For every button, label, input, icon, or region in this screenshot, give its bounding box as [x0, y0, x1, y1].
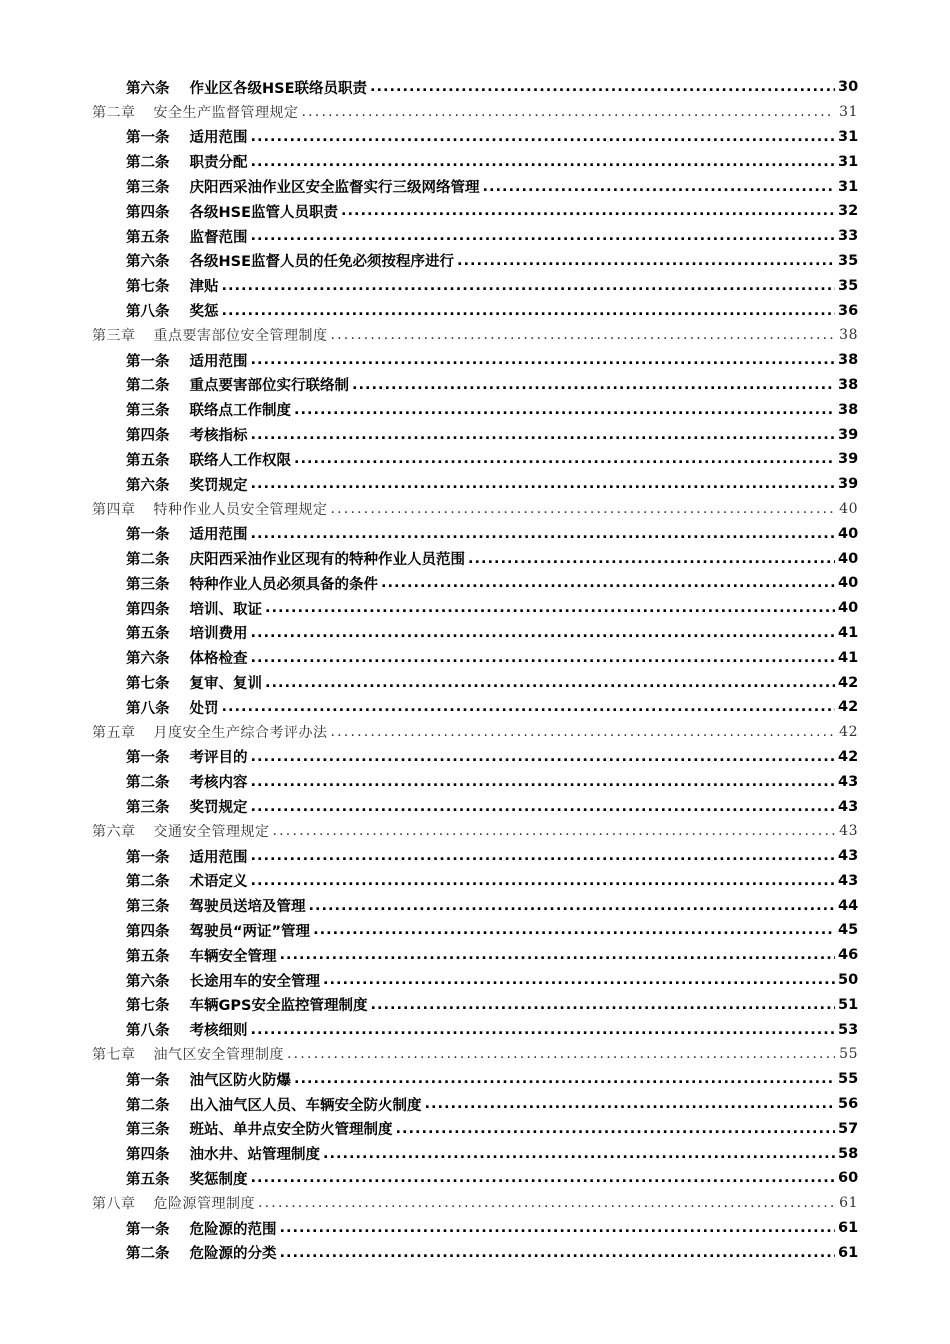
entry-title: 培训费用: [189, 626, 248, 643]
dot-leader: [287, 1046, 835, 1062]
dot-leader: [468, 551, 835, 567]
entry-title: 津贴: [189, 279, 219, 296]
page-number: 32: [838, 203, 859, 220]
toc-article-entry[interactable]: [0, 794, 950, 819]
entry-number: 第二章: [92, 105, 136, 122]
toc-article-entry[interactable]: [0, 918, 950, 943]
entry-title: 各级HSE监督人员的任免必须按程序进行: [189, 254, 454, 271]
toc-chapter-entry[interactable]: [0, 497, 950, 522]
toc-article-entry[interactable]: [0, 992, 950, 1017]
toc-article-entry[interactable]: [0, 621, 950, 646]
entry-number: 第四条: [126, 204, 170, 221]
toc-article-entry[interactable]: [0, 893, 950, 918]
entry-number: 第二条: [126, 775, 170, 792]
dot-leader: [251, 848, 836, 864]
entry-title: 月度安全生产综合考评办法: [153, 725, 328, 742]
entry-title: 联络人工作权限: [189, 452, 291, 469]
dot-leader: [251, 625, 836, 641]
page-number: 58: [838, 1145, 859, 1162]
toc-article-entry[interactable]: [0, 695, 950, 720]
entry-number: 第四条: [126, 428, 170, 445]
entry-title: 体格检查: [189, 651, 248, 668]
entry-number: 第三条: [126, 800, 170, 816]
entry-title: 特种作业人员安全管理规定: [153, 501, 328, 518]
page-number: 43: [838, 872, 859, 889]
entry-number: 第六条: [126, 80, 170, 97]
entry-number: 第一条: [126, 849, 170, 866]
toc-article-entry[interactable]: [0, 546, 950, 571]
toc-article-entry[interactable]: [0, 447, 950, 472]
entry-title: 车辆GPS安全监控管理制度: [189, 998, 368, 1015]
dot-leader: [294, 402, 835, 418]
page-number: 31: [839, 104, 858, 121]
entry-number: 第四条: [126, 601, 170, 618]
entry-title: 奖罚规定: [189, 477, 248, 494]
page-number: 31: [838, 128, 859, 145]
toc-article-entry[interactable]: [0, 1141, 950, 1166]
entry-title: 重点要害部位安全管理制度: [153, 328, 328, 345]
toc-article-entry[interactable]: [0, 199, 950, 224]
dot-leader: [425, 1096, 836, 1112]
toc-article-entry[interactable]: [0, 373, 950, 398]
dot-leader: [331, 327, 836, 343]
page-number: 31: [838, 153, 859, 170]
entry-number: 第七条: [126, 676, 170, 693]
entry-number: 第二条: [126, 1246, 170, 1263]
dot-leader: [251, 1022, 836, 1038]
entry-number: 第六条: [126, 477, 170, 494]
entry-title: 交通安全管理规定: [153, 824, 270, 841]
entry-title: 油气区防火防爆: [189, 1072, 291, 1089]
toc-chapter-entry[interactable]: [0, 323, 950, 348]
entry-title: 奖惩制度: [189, 1171, 248, 1188]
entry-number: 第一条: [126, 1072, 170, 1089]
page-number: 56: [838, 1096, 859, 1113]
entry-title: 职责分配: [189, 155, 248, 172]
entry-title: 出入油气区人员、车辆安全防火制度: [189, 1097, 422, 1114]
dot-leader: [294, 451, 835, 467]
entry-title: 考评目的: [189, 750, 248, 767]
entry-title: 油水井、站管理制度: [189, 1147, 320, 1164]
entry-number: 第三条: [126, 180, 170, 197]
entry-title: 适用范围: [189, 849, 248, 866]
entry-number: 第三条: [126, 1122, 170, 1139]
toc-article-entry[interactable]: [0, 397, 950, 422]
page-number: 43: [838, 773, 859, 790]
toc-article-entry[interactable]: [0, 1067, 950, 1092]
dot-leader: [280, 947, 836, 963]
entry-number: 第七条: [126, 998, 170, 1015]
dot-leader: [331, 724, 836, 740]
entry-title: 危险源的范围: [189, 1221, 277, 1238]
dot-leader: [222, 278, 836, 294]
dot-leader: [341, 203, 835, 219]
entry-title: 奖罚规定: [189, 800, 248, 816]
toc-article-entry[interactable]: [0, 472, 950, 497]
entry-number: 第二条: [126, 874, 170, 891]
entry-title: 庆阳西采油作业区安全监督实行三级网络管理: [189, 180, 480, 197]
entry-title: 适用范围: [189, 353, 248, 370]
toc-chapter-entry[interactable]: [0, 100, 950, 125]
entry-number: 第二条: [126, 1097, 170, 1114]
page-number: 43: [838, 798, 859, 815]
page-number: 36: [838, 302, 859, 319]
entry-number: 第二条: [126, 378, 170, 395]
entry-number: 第三章: [92, 328, 136, 345]
dot-leader: [251, 873, 836, 889]
entry-title: 安全生产监督管理规定: [153, 105, 299, 122]
dot-leader: [323, 1146, 835, 1162]
toc-article-entry[interactable]: [0, 298, 950, 323]
entry-number: 第二条: [126, 155, 170, 172]
dot-leader: [251, 228, 836, 244]
toc-article-entry[interactable]: [0, 1216, 950, 1241]
dot-leader: [251, 129, 836, 145]
dot-leader: [309, 898, 836, 914]
table-of-contents: [0, 75, 950, 1265]
entry-number: 第五章: [92, 725, 136, 742]
entry-title: 联络点工作制度: [189, 403, 291, 420]
page-number: 42: [838, 699, 859, 716]
toc-article-entry[interactable]: [0, 596, 950, 621]
page-number: 39: [838, 451, 859, 468]
dot-leader: [323, 972, 835, 988]
entry-number: 第八条: [126, 304, 170, 321]
dot-leader: [251, 154, 836, 170]
toc-article-entry[interactable]: [0, 1166, 950, 1191]
page-number: 30: [838, 79, 859, 96]
dot-leader: [483, 179, 836, 195]
toc-article-entry[interactable]: [0, 645, 950, 670]
entry-number: 第六条: [126, 973, 170, 990]
dot-leader: [294, 1071, 835, 1087]
entry-number: 第三条: [126, 403, 170, 420]
entry-title: 培训、取证: [189, 601, 262, 618]
entry-number: 第六章: [92, 824, 136, 841]
toc-article-entry[interactable]: [0, 869, 950, 894]
toc-article-entry[interactable]: [0, 844, 950, 869]
entry-number: 第七条: [126, 279, 170, 296]
page-number: 39: [838, 476, 859, 493]
page-number: 50: [838, 972, 859, 989]
dot-leader: [370, 997, 835, 1013]
entry-title: 适用范围: [189, 130, 248, 147]
page-number: 61: [839, 1195, 858, 1212]
entry-number: 第五条: [126, 452, 170, 469]
entry-number: 第三条: [126, 576, 170, 593]
entry-number: 第五条: [126, 229, 170, 246]
entry-title: 长途用车的安全管理: [189, 973, 320, 990]
dot-leader: [280, 1220, 836, 1236]
toc-article-entry[interactable]: [0, 1240, 950, 1265]
page-number: 60: [838, 1170, 859, 1187]
toc-chapter-entry[interactable]: [0, 1191, 950, 1216]
toc-article-entry[interactable]: [0, 521, 950, 546]
toc-article-entry[interactable]: [0, 943, 950, 968]
page-number: 38: [838, 352, 859, 369]
page-number: 42: [838, 748, 859, 765]
page-number: 46: [838, 947, 859, 964]
dot-leader: [222, 303, 836, 319]
entry-number: 第七章: [92, 1047, 136, 1064]
page-number: 55: [839, 1046, 858, 1063]
dot-leader: [251, 427, 836, 443]
dot-leader: [370, 79, 835, 95]
page-number: 40: [839, 500, 858, 517]
entry-title: 监督范围: [189, 229, 248, 246]
toc-article-entry[interactable]: [0, 174, 950, 199]
entry-title: 危险源管理制度: [153, 1196, 255, 1213]
toc-article-entry[interactable]: [0, 571, 950, 596]
dot-leader: [251, 774, 836, 790]
dot-leader: [313, 922, 835, 938]
page-number: 39: [838, 426, 859, 443]
dot-leader: [251, 476, 836, 492]
toc-article-entry[interactable]: [0, 1017, 950, 1042]
entry-title: 奖惩: [189, 304, 219, 321]
toc-article-entry[interactable]: [0, 1116, 950, 1141]
page-number: 44: [838, 897, 859, 914]
dot-leader: [273, 823, 836, 839]
dot-leader: [251, 352, 836, 368]
dot-leader: [265, 675, 835, 691]
entry-number: 第五条: [126, 948, 170, 965]
page-number: 33: [838, 228, 859, 245]
page-number: 45: [838, 922, 859, 939]
entry-title: 驾驶员“两证”管理: [189, 923, 311, 940]
entry-title: 驾驶员送培及管理: [189, 899, 306, 916]
entry-title: 车辆安全管理: [189, 948, 277, 965]
page-number: 53: [838, 1021, 859, 1038]
entry-number: 第八条: [126, 1023, 170, 1040]
toc-article-entry[interactable]: [0, 273, 950, 298]
page-number: 40: [838, 600, 859, 617]
entry-title: 作业区各级HSE联络员职责: [189, 80, 367, 97]
entry-number: 第一条: [126, 750, 170, 767]
entry-number: 第四条: [126, 923, 170, 940]
dot-leader: [457, 253, 835, 269]
page-number: 38: [838, 401, 859, 418]
toc-article-entry[interactable]: [0, 745, 950, 770]
page-number: 35: [838, 252, 859, 269]
page-number: 61: [838, 1220, 859, 1237]
toc-article-entry[interactable]: [0, 670, 950, 695]
entry-number: 第六条: [126, 254, 170, 271]
page-number: 38: [838, 376, 859, 393]
dot-leader: [222, 699, 836, 715]
dot-leader: [251, 799, 836, 815]
entry-title: 复审、复训: [189, 676, 262, 693]
toc-article-entry[interactable]: [0, 422, 950, 447]
entry-title: 考核内容: [189, 775, 248, 792]
page-number: 42: [838, 674, 859, 691]
entry-title: 重点要害部位实行联络制: [189, 378, 349, 395]
toc-article-entry[interactable]: [0, 149, 950, 174]
entry-number: 第一条: [126, 1221, 170, 1238]
toc-article-entry[interactable]: [0, 1092, 950, 1117]
toc-article-entry[interactable]: [0, 249, 950, 274]
page-number: 40: [838, 525, 859, 542]
dot-leader: [251, 749, 836, 765]
page-number: 51: [838, 996, 859, 1013]
page-number: 41: [838, 624, 859, 641]
page-number: 43: [838, 848, 859, 865]
page-number: 31: [838, 178, 859, 195]
entry-title: 术语定义: [189, 874, 248, 891]
entry-title: 油气区安全管理制度: [153, 1047, 284, 1064]
entry-number: 第一条: [126, 353, 170, 370]
entry-number: 第二条: [126, 552, 170, 569]
toc-article-entry[interactable]: [0, 968, 950, 993]
page-number: 57: [838, 1120, 859, 1137]
entry-title: 考核细则: [189, 1023, 248, 1040]
toc-article-entry[interactable]: [0, 75, 950, 100]
page-number: 35: [838, 277, 859, 294]
entry-title: 班站、单井点安全防火管理制度: [189, 1122, 393, 1139]
page-number: 55: [838, 1071, 859, 1088]
entry-number: 第一条: [126, 527, 170, 544]
dot-leader: [251, 1170, 836, 1186]
page-number: 41: [838, 649, 859, 666]
toc-chapter-entry[interactable]: [0, 819, 950, 844]
entry-title: 处罚: [189, 700, 219, 717]
toc-article-entry[interactable]: [0, 224, 950, 249]
dot-leader: [258, 1195, 835, 1211]
page-number: 42: [839, 724, 858, 741]
dot-leader: [251, 650, 836, 666]
entry-title: 适用范围: [189, 527, 248, 544]
page-number: 40: [838, 575, 859, 592]
toc-article-entry[interactable]: [0, 125, 950, 150]
entry-number: 第四章: [92, 501, 136, 518]
toc-chapter-entry[interactable]: [0, 1042, 950, 1067]
entry-number: 第八章: [92, 1196, 136, 1213]
toc-chapter-entry[interactable]: [0, 720, 950, 745]
dot-leader: [352, 377, 835, 393]
entry-number: 第五条: [126, 1171, 170, 1188]
dot-leader: [381, 575, 835, 591]
entry-number: 第八条: [126, 700, 170, 717]
page-number: 43: [839, 823, 858, 840]
entry-number: 第六条: [126, 651, 170, 668]
dot-leader: [280, 1245, 836, 1261]
entry-title: 危险源的分类: [189, 1246, 277, 1263]
entry-number: 第四条: [126, 1147, 170, 1164]
entry-title: 特种作业人员必须具备的条件: [189, 576, 378, 593]
toc-article-entry[interactable]: [0, 769, 950, 794]
dot-leader: [251, 526, 836, 542]
page-number: 61: [838, 1244, 859, 1261]
dot-leader: [331, 501, 836, 517]
toc-article-entry[interactable]: [0, 348, 950, 373]
dot-leader: [302, 104, 836, 120]
dot-leader: [396, 1121, 836, 1137]
entry-number: 第一条: [126, 130, 170, 147]
entry-title: 各级HSE监管人员职责: [189, 204, 338, 221]
page-number: 40: [838, 550, 859, 567]
entry-number: 第五条: [126, 626, 170, 643]
entry-number: 第三条: [126, 899, 170, 916]
page-number: 38: [839, 327, 858, 344]
entry-title: 庆阳西采油作业区现有的特种作业人员范围: [189, 552, 465, 569]
dot-leader: [265, 600, 835, 616]
entry-title: 考核指标: [189, 428, 248, 445]
